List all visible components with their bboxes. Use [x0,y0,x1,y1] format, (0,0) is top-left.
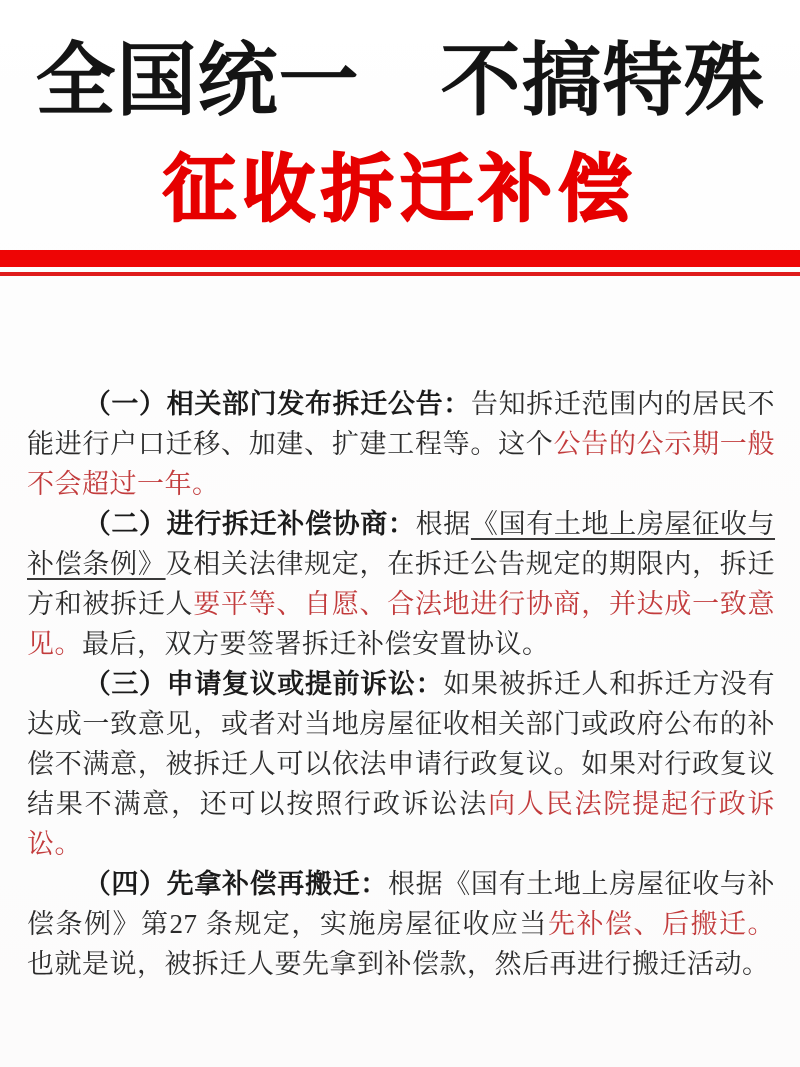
paragraph-3 [27,664,775,864]
paragraph-2 [27,504,775,664]
body-text-segment: 如果被拆迁人和拆迁方没有达成一致意见，或者对当地房屋征收相关部门或政府公布的补偿不满意，被拆迁人可以依法申请行政复议。如果对行政复议结果不满意，还可以按照行政诉讼法 [27,669,776,819]
section-heading-1: （一）相关部门发布拆迁公告： [83,389,471,419]
page-title: 全国统一 不搞特殊 [35,38,765,126]
section-heading-2: （二）进行拆迁补偿协商： [83,509,416,539]
body-text-segment: 告知拆迁范围内的居民不能进行户口迁移、加建、扩建工程等。这个 [27,389,776,459]
section-heading-4: （四）先拿补偿再搬迁： [83,869,388,899]
paragraph-1 [27,384,775,504]
article-body [27,384,775,984]
body-text-segment: 最后，双方要签署拆迁补偿安置协议。 [82,629,550,659]
body-text-segment: 根据 [415,509,471,539]
highlight-text: 公告的公示期一般不会超过一年。 [27,429,776,499]
page-subtitle: 征收拆迁补偿 [163,149,637,230]
body-text-segment: 根据《国有土地上房屋征收与补偿条例》第27 条规定，实施房屋征收应当 [27,869,776,939]
body-text-segment: 也就是说，被拆迁人要先拿到补偿款，然后再进行搬迁活动。 [27,949,770,979]
divider-thick-red [0,250,800,267]
statute-reference-text: 《国有土地上房屋征收与补偿条例》 [27,509,776,579]
divider-thin-red [0,272,800,276]
section-heading-3: （三）申请复议或提前诉讼： [83,669,444,699]
paragraph-4 [27,864,775,984]
highlight-text: 要平等、自愿、合法地进行协商，并达成一致意见。 [27,589,776,659]
body-text-segment: 及相关法律规定，在拆迁公告规定的期限内，拆迁方和被拆迁人 [27,549,776,619]
highlight-text: 先补偿、后搬迁。 [547,909,776,939]
highlight-text: 向人民法院提起行政诉讼。 [27,789,776,859]
